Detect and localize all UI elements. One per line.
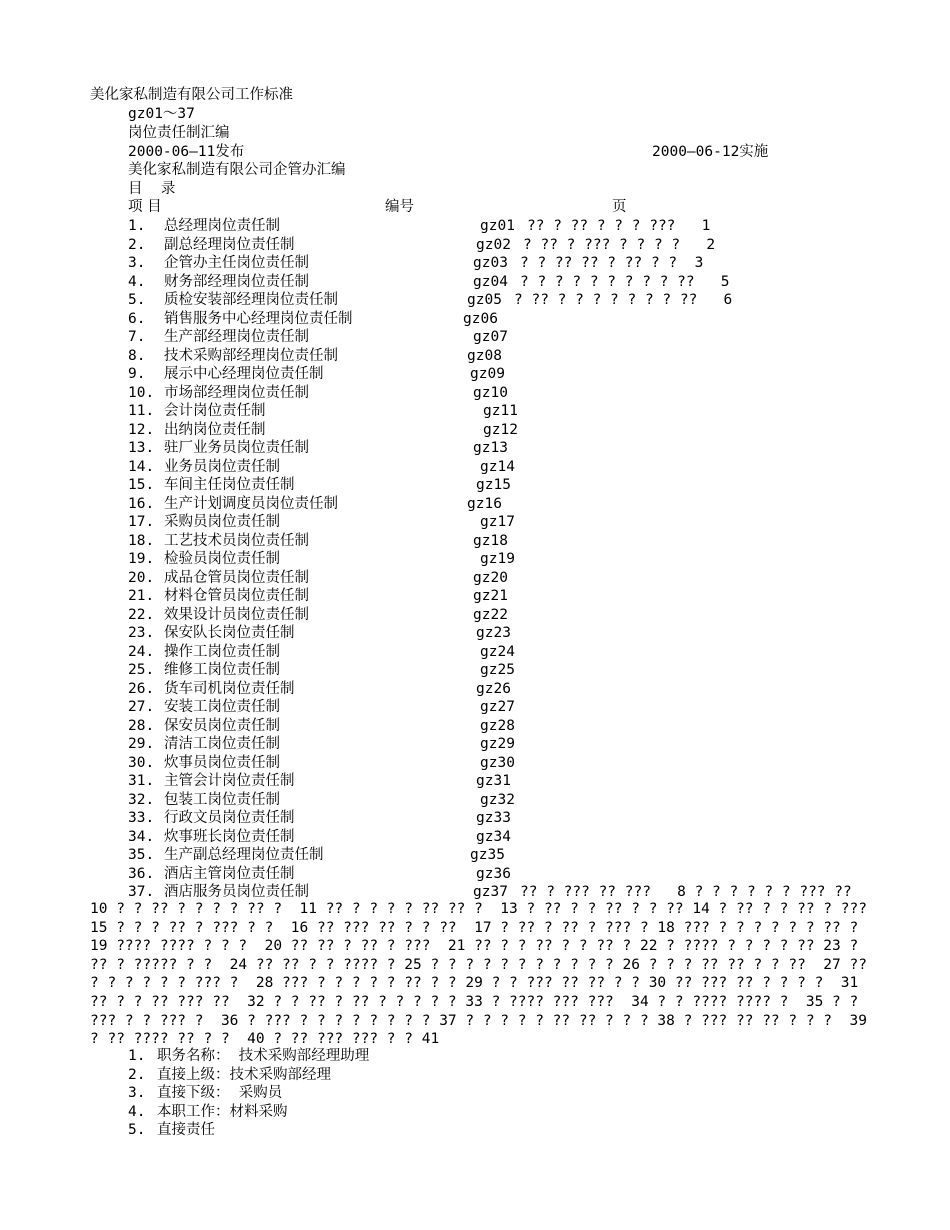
toc-item-title[interactable]: 会计岗位责任制 (164, 403, 266, 419)
toc-item-title[interactable]: 保安员岗位责任制 (164, 717, 280, 734)
toc-item-code: gz22 (473, 606, 508, 623)
toc-item-title[interactable]: 出纳岗位责任制 (164, 421, 266, 438)
toc-item-number: 23. (128, 625, 155, 641)
toc-item-title[interactable]: 生产部经理岗位责任制 (164, 329, 309, 345)
toc-item-code: gz13 (473, 440, 508, 456)
toc-item-title[interactable]: 安装工岗位责任制 (164, 699, 280, 715)
toc-item-title[interactable]: 维修工岗位责任制 (164, 662, 280, 678)
toc-item-page: ? ?? ? ??? ? ? ? ? 2 (523, 236, 716, 253)
toc-item-page: ? ?? ? ? ? ? ? ? ? ?? 6 (514, 292, 733, 308)
toc-item-code: gz16 (467, 495, 502, 512)
effective-date: 2000—06-12实施 (652, 144, 769, 160)
toc-item-number: 8. (128, 347, 146, 364)
toc-item-code: gz21 (473, 588, 508, 604)
toc-item-number: 9. (128, 366, 146, 382)
standard-title: 美化家私制造有限公司工作标准 (90, 87, 293, 103)
detail-number: 2. (128, 1066, 146, 1083)
toc-item-number: 10. (128, 384, 155, 401)
detail-number: 3. (128, 1085, 146, 1101)
toc-item-number: 13. (128, 440, 155, 456)
toc-item-title[interactable]: 货车司机岗位责任制 (164, 680, 295, 697)
toc-item-number: 28. (128, 717, 155, 734)
toc-item-code: gz11 (483, 403, 518, 419)
toc-item-number: 36. (128, 865, 155, 882)
toc-item-number: 29. (128, 736, 155, 752)
toc-item-number: 25. (128, 662, 155, 678)
toc-item-code: gz12 (483, 421, 518, 438)
toc-item-code: gz06 (463, 310, 498, 327)
detail-text: 直接责任 (157, 1122, 215, 1138)
toc-item-number: 35. (128, 847, 155, 863)
toc-item-code: gz09 (470, 366, 505, 382)
publish-date: 2000-06—11发布 (128, 144, 245, 160)
toc-item-title[interactable]: 主管会计岗位责任制 (164, 773, 295, 789)
toc-item-code: gz35 (470, 847, 505, 863)
detail-number: 5. (128, 1122, 146, 1138)
toc-item-title[interactable]: 驻厂业务员岗位责任制 (164, 440, 309, 456)
toc-item-number: 32. (128, 791, 155, 808)
toc-item-number: 5. (128, 292, 146, 308)
toc-item-title[interactable]: 副总经理岗位责任制 (164, 236, 295, 253)
toc-item-number: 34. (128, 828, 155, 845)
toc-item-code: gz31 (476, 773, 511, 789)
toc-item-page: ? ? ? ? ? ? ? ? ? ?? 5 (520, 273, 730, 290)
toc-item-code: gz07 (473, 329, 508, 345)
toc-column-code: 编号 (385, 199, 414, 215)
toc-item-title[interactable]: 质检安装部经理岗位责任制 (164, 292, 338, 308)
toc-item-code: gz30 (480, 754, 515, 771)
toc-item-title[interactable]: 包装工岗位责任制 (164, 791, 280, 808)
toc-item-title[interactable]: 操作工岗位责任制 (164, 643, 280, 660)
toc-item-number: 2. (128, 236, 146, 253)
toc-item-code: gz19 (480, 551, 515, 567)
toc-item-number: 14. (128, 458, 155, 475)
toc-item-title[interactable]: 材料仓管员岗位责任制 (164, 588, 309, 604)
toc-item-number: 18. (128, 532, 155, 549)
toc-item-code: gz29 (480, 736, 515, 752)
toc-item-number: 26. (128, 680, 155, 697)
toc-item-number: 30. (128, 754, 155, 771)
toc-item-title[interactable]: 采购员岗位责任制 (164, 514, 280, 530)
toc-item-code: gz32 (480, 791, 515, 808)
toc-item-number: 17. (128, 514, 155, 530)
toc-column-item: 项 目 (128, 199, 162, 215)
toc-item-code: gz24 (480, 643, 515, 660)
toc-item-code: gz18 (473, 532, 508, 549)
toc-item-number: 3. (128, 255, 146, 271)
toc-item-code: gz20 (473, 569, 508, 586)
toc-item-title[interactable]: 行政文员岗位责任制 (164, 810, 295, 826)
toc-item-number: 24. (128, 643, 155, 660)
toc-item-number: 7. (128, 329, 146, 345)
toc-item-number: 19. (128, 551, 155, 567)
toc-item-page: ?? ? ?? ? ? ? ??? 1 (527, 218, 711, 234)
toc-item-title[interactable]: 酒店主管岗位责任制 (164, 865, 295, 882)
toc-item-number: 33. (128, 810, 155, 826)
toc-item-title[interactable]: 工艺技术员岗位责任制 (164, 532, 309, 549)
toc-item-number: 37. (128, 884, 155, 900)
toc-item-title[interactable]: 炊事员岗位责任制 (164, 754, 280, 771)
toc-item-title[interactable]: 酒店服务员岗位责任制 (164, 884, 309, 900)
toc-item-title[interactable]: 清洁工岗位责任制 (164, 736, 280, 752)
toc-item-code: gz27 (480, 699, 515, 715)
toc-item-code: gz10 (473, 384, 508, 401)
toc-item-title[interactable]: 市场部经理岗位责任制 (164, 384, 309, 401)
toc-item-title[interactable]: 总经理岗位责任制 (164, 218, 280, 234)
compiler-line: 美化家私制造有限公司企管办汇编 (128, 162, 346, 178)
toc-item-title[interactable]: 车间主任岗位责任制 (164, 477, 295, 493)
toc-item-code: gz17 (480, 514, 515, 530)
toc-item-code: gz25 (480, 662, 515, 678)
toc-item-number: 15. (128, 477, 155, 493)
toc-item-code: gz28 (480, 717, 515, 734)
detail-number: 4. (128, 1103, 146, 1120)
toc-item-code: gz33 (476, 810, 511, 826)
toc-item-number: 4. (128, 273, 146, 290)
toc-item-title[interactable]: 企管办主任岗位责任制 (164, 255, 309, 271)
toc-item-title[interactable]: 检验员岗位责任制 (164, 551, 280, 567)
toc-item-code: gz37 (473, 884, 508, 900)
detail-text: 本职工作：材料采购 (157, 1103, 288, 1120)
toc-item-number: 16. (128, 495, 155, 512)
toc-item-title[interactable]: 效果设计员岗位责任制 (164, 606, 309, 623)
toc-item-title[interactable]: 保安队长岗位责任制 (164, 625, 295, 641)
toc-item-code: gz05 (467, 292, 502, 308)
toc-item-code: gz36 (476, 865, 511, 882)
toc-item-title[interactable]: 成品仓管员岗位责任制 (164, 569, 309, 586)
toc-item-code: gz01 (480, 218, 515, 234)
toc-item-page: ?? ? ??? ?? ??? 8 ? ? ? ? ? ? ??? ?? (520, 884, 852, 900)
toc-column-page: 页 (612, 199, 627, 215)
code-range: gz01～37 (128, 106, 195, 122)
toc-item-title[interactable]: 财务部经理岗位责任制 (164, 273, 309, 290)
toc-item-code: gz15 (476, 477, 511, 493)
toc-item-number: 11. (128, 403, 155, 419)
toc-item-code: gz03 (473, 255, 508, 271)
detail-number: 1. (128, 1048, 146, 1064)
detail-text: 直接下级： 采购员 (157, 1085, 283, 1101)
detail-text: 职务名称： 技术采购部经理助理 (157, 1048, 370, 1064)
toc-item-title[interactable]: 技术采购部经理岗位责任制 (164, 347, 338, 364)
toc-item-code: gz04 (473, 273, 508, 290)
toc-item-number: 1. (128, 218, 146, 234)
toc-item-number: 20. (128, 569, 155, 586)
garbled-page-index: 10 ? ? ?? ? ? ? ? ?? ? 11 ?? ? ? ? ? ?? ?? ? 13 ? ?? ? ? ?? ? ? ?? 14 ? ?? ? ? ?? ? ??? 15 ? ? ? ?? ? ??? ? ? 16 ?? ??? ?? ? ? ?? 17 ? ?? ? ?? ? ??? ? 18 ??? ? ? ? ? ? ? ?? ? 19 ???? ???? ? ? ? 20 ?? ?? ? ?? ? ??? 21 ?? ? ? ?? ? ? ?? ? 22 ? ???? ? ? ? ? ?? 23 ? ?? ? ????? ? ? 24 ?? ?? ? ? ???? ? 25 ? ? ? ? ? ? ? ? ? ? ? 26 ? ? ? ?? ?? ? ? ?? 27 ?? ? ? ? ? ? ? ??? ? 28 ??? ? ? ? ? ? ?? ? ? 29 ? ? ??? ?? ?? ? ? 30 ?? ??? ?? ? ? ? ? 31 ?? ? ? ?? ??? ?? 32 ? ? ?? ? ?? ? ? ? ? ? 33 ? ???? ??? ??? 34 ? ? ???? ???? ? 35 ? ? ??? ? ? ??? ? 36 ? ??? ? ? ? ? ? ? ? ? 37 ? ? ? ? ? ?? ?? ? ? ? 38 ? ??? ?? ?? ? ? ? 39 ? ?? ???? ?? ? ? 40 ? ?? ??? ??? ? ? 41 (90, 901, 885, 1048)
toc-item-number: 21. (128, 588, 155, 604)
toc-item-title[interactable]: 业务员岗位责任制 (164, 458, 280, 475)
toc-item-code: gz02 (476, 236, 511, 253)
toc-heading: 目 录 (128, 181, 176, 197)
toc-item-code: gz26 (476, 680, 511, 697)
toc-item-title[interactable]: 展示中心经理岗位责任制 (164, 366, 324, 382)
toc-item-code: gz23 (476, 625, 511, 641)
toc-item-number: 22. (128, 606, 155, 623)
toc-item-code: gz08 (467, 347, 502, 364)
toc-item-title[interactable]: 生产计划调度员岗位责任制 (164, 495, 338, 512)
toc-item-number: 31. (128, 773, 155, 789)
toc-item-number: 27. (128, 699, 155, 715)
toc-item-title[interactable]: 销售服务中心经理岗位责任制 (164, 310, 353, 327)
toc-item-title[interactable]: 炊事班长岗位责任制 (164, 828, 295, 845)
detail-text: 直接上级：技术采购部经理 (157, 1066, 331, 1083)
toc-item-code: gz14 (480, 458, 515, 475)
toc-item-number: 12. (128, 421, 155, 438)
toc-item-code: gz34 (476, 828, 511, 845)
toc-item-number: 6. (128, 310, 146, 327)
toc-item-page: ? ? ?? ?? ? ?? ? ? 3 (520, 255, 704, 271)
toc-item-title[interactable]: 生产副总经理岗位责任制 (164, 847, 324, 863)
document-title: 岗位责任制汇编 (128, 125, 230, 141)
